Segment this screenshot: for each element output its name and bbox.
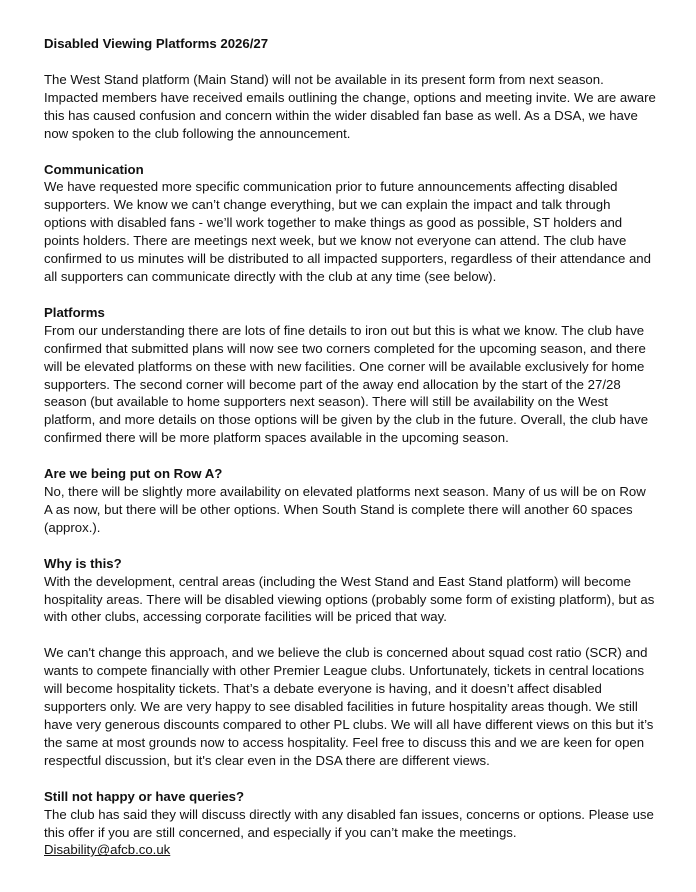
section-row-a	[44, 465, 656, 537]
section-platforms	[44, 304, 656, 447]
section-heading: Why is this?	[44, 555, 122, 571]
document-title: Disabled Viewing Platforms 2026/27	[44, 36, 269, 51]
section-paragraph: We have requested more specific communication prior to future announcements affecting disabled supporters. We know we can’t change everything, but we can explain the impact and talk through options with disabled fans - we’ll work together to make things as good as possible, ST holders and points holders. There are meetings next week, but we know not everyone can attend. The club have confirmed to us minutes will be distributed to all impacted supporters, regardless of their attendance and all supporters can communicate directly with the club at any time (see below).	[44, 179, 651, 284]
section-queries	[44, 788, 656, 860]
section-paragraph: The club has said they will discuss directly with any disabled fan issues, concerns or options. Please use this offer if you are still concerned, and especially if you can’t make the meetings.	[44, 806, 654, 840]
section-paragraph: No, there will be slightly more availability on elevated platforms next season. Many of us will be on Row A as now, but there will be other options. When South Stand is complete there will another 60 spaces (approx.).	[44, 484, 646, 535]
contact-email-link[interactable]: Disability@afcb.co.uk	[44, 842, 171, 858]
section-paragraph: We can't change this approach, and we believe the club is concerned about squad cost ratio (SCR) and wants to compete financially with other Premier League clubs. Unfortunately, tickets in central locations will become hospitality tickets. That’s a debate everyone is having, and it doesn’t affect disabled supporters only. We are very happy to see disabled facilities in future hospitality areas though. We still have very generous discounts compared to other PL clubs. We will all have different views on this but it’s the same at most grounds now to access hospitality. Feel free to discuss this and we are keen for open respectful discussion, but it's clear even in the DSA there are different views.	[44, 645, 654, 768]
section-communication	[44, 161, 656, 286]
section-paragraph: With the development, central areas (including the West Stand and East Stand platform) will become hospitality areas. There will be disabled viewing options (probably some form of existing platform), but as with other clubs, accessing corporate facilities will be priced that way.	[44, 573, 655, 625]
section-heading: Still not happy or have queries?	[44, 788, 245, 804]
section-heading: Platforms	[44, 304, 105, 320]
section-heading: Are we being put on Row A?	[44, 466, 223, 482]
section-why	[44, 555, 656, 770]
intro-paragraph: The West Stand platform (Main Stand) will not be available in its present form from next season. Impacted members have received emails outlining the change, options and meeting invite. We are aware this has caused confusion and concern within the wider disabled fan base as well. As a DSA, we have now spoken to the club following the announcement.	[44, 71, 656, 141]
section-paragraph: From our understanding there are lots of fine details to iron out but this is what we know. The club have confirmed that submitted plans will now see two corners completed for the upcoming season, and there will be elevated platforms on these with new facilities. One corner will be available exclusively for home supporters. The second corner will become part of the away end allocation by the start of the 27/28 season (but available to home supporters next season). There will still be availability on the West platform, and more details on those options will be given by the club in the future. Overall, the club have confirmed there will be more platform spaces available in the upcoming season.	[44, 322, 649, 446]
section-heading: Communication	[44, 161, 144, 177]
